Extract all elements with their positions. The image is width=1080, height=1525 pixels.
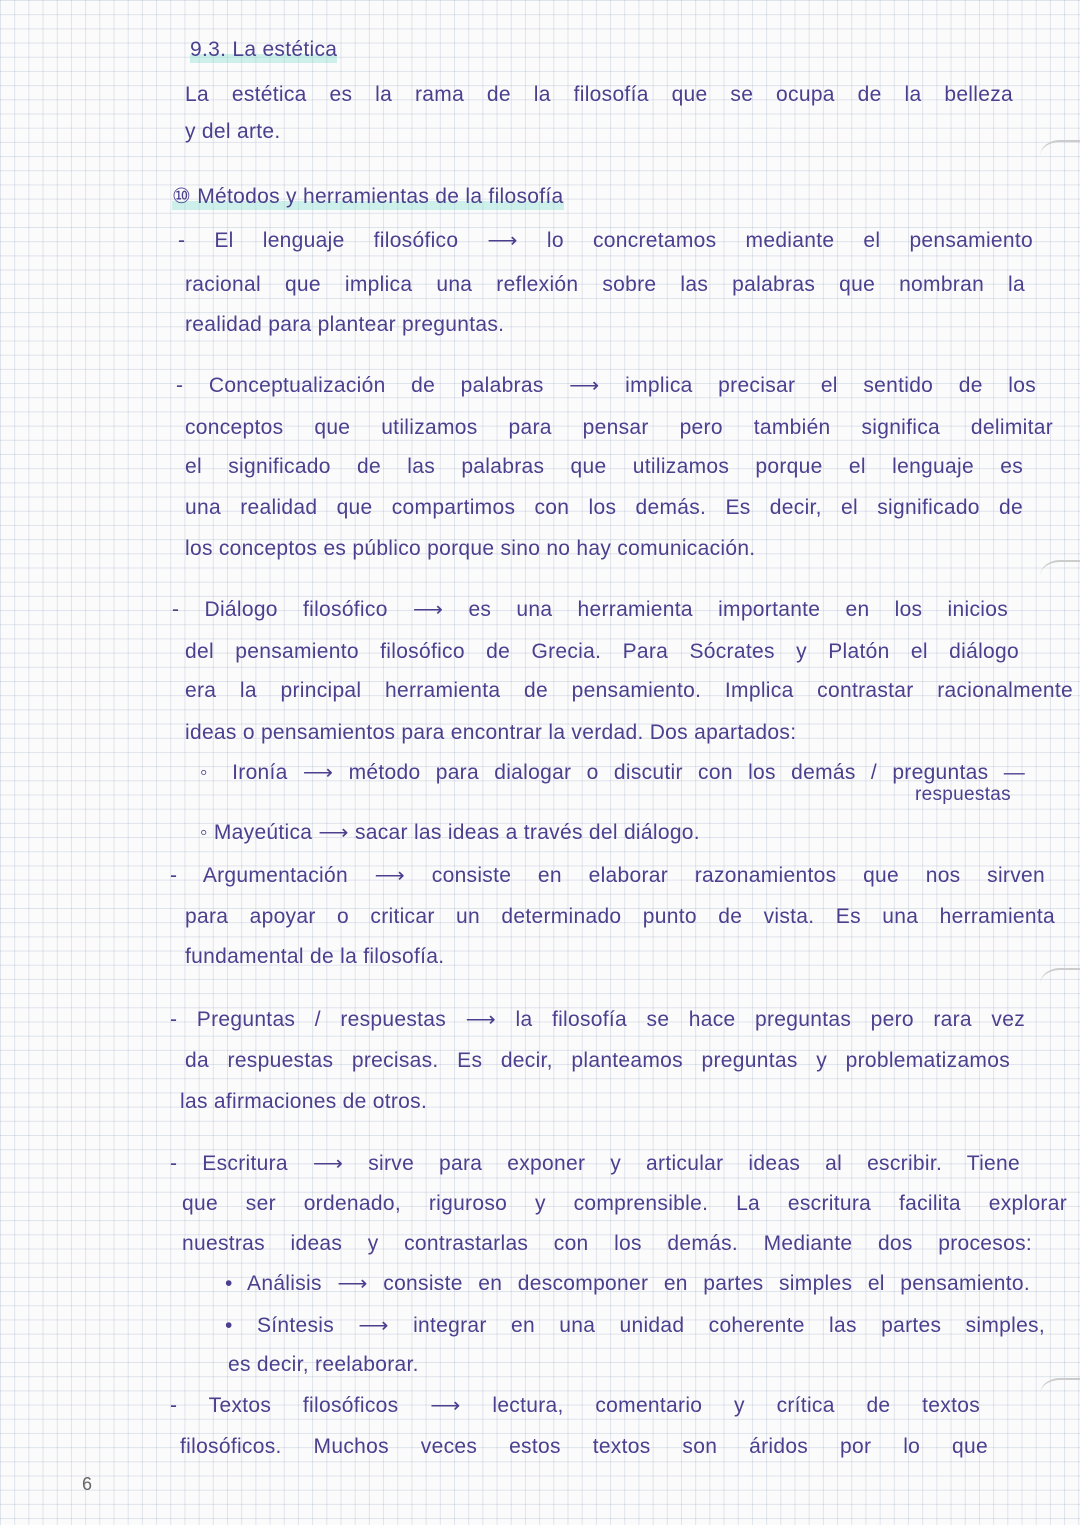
- binder-hole: [1040, 968, 1080, 1000]
- text-line: - Diálogo filosófico ⟶ es una herramienta importante en los inicios: [172, 598, 1008, 621]
- text-line: conceptos que utilizamos para pensar pero también significa delimitar: [185, 416, 1053, 439]
- text-line: filosóficos. Muchos veces estos textos son áridos por lo que: [180, 1435, 988, 1458]
- text-line: racional que implica una reflexión sobre las palabras que nombran la: [185, 273, 1025, 296]
- text-line: - El lenguaje filosófico ⟶ lo concretamos mediante el pensamiento: [178, 229, 1033, 252]
- text-line: y del arte.: [185, 120, 281, 143]
- text-line: La estética es la rama de la filosofía que se ocupa de la belleza: [185, 83, 1013, 106]
- text-line: realidad para plantear preguntas.: [185, 313, 505, 336]
- text-line: da respuestas precisas. Es decir, planteamos preguntas y problematizamos: [185, 1049, 1010, 1072]
- text-line: el significado de las palabras que utilizamos porque el lenguaje es: [185, 455, 1023, 478]
- text-line: nuestras ideas y contrastarlas con los demás. Mediante dos procesos:: [182, 1232, 1032, 1255]
- text-line: para apoyar o criticar un determinado punto de vista. Es una herramienta: [185, 905, 1055, 928]
- text-line: - Conceptualización de palabras ⟶ implica precisar el sentido de los: [176, 374, 1036, 397]
- bullet-item: ◦ Ironía ⟶ método para dialogar o discutir con los demás / preguntas —: [200, 761, 1025, 784]
- binder-hole: [1040, 560, 1080, 592]
- text-line: es decir, reelaborar.: [228, 1353, 419, 1376]
- text-line: - Textos filosóficos ⟶ lectura, comentario y crítica de textos: [170, 1394, 980, 1417]
- text-line: ideas o pensamientos para encontrar la verdad. Dos apartados:: [185, 721, 797, 744]
- text-line: del pensamiento filosófico de Grecia. Para Sócrates y Platón el diálogo: [185, 640, 1019, 663]
- text-line: las afirmaciones de otros.: [180, 1090, 428, 1113]
- bullet-item: • Análisis ⟶ consiste en descomponer en partes simples el pensamiento.: [225, 1272, 1030, 1295]
- section-heading: ⑩ Métodos y herramientas de la filosofía: [172, 185, 564, 208]
- text-line: - Preguntas / respuestas ⟶ la filosofía se hace preguntas pero rara vez: [170, 1008, 1025, 1031]
- text-line: era la principal herramienta de pensamiento. Implica contrastar racionalmente: [185, 679, 1073, 702]
- binder-hole: [1040, 1378, 1080, 1410]
- section-heading: 9.3. La estética: [190, 38, 338, 61]
- text-line: que ser ordenado, riguroso y comprensible. La escritura facilita explorar: [182, 1192, 1067, 1215]
- text-line: - Escritura ⟶ sirve para exponer y articular ideas al escribir. Tiene: [170, 1152, 1020, 1175]
- text-line: - Argumentación ⟶ consiste en elaborar razonamientos que nos sirven: [170, 864, 1045, 887]
- page-number: 6: [82, 1474, 93, 1494]
- text-line: fundamental de la filosofía.: [185, 945, 445, 968]
- binder-hole: [1040, 140, 1080, 172]
- text-line: los conceptos es público porque sino no hay comunicación.: [185, 537, 756, 560]
- text-line: una realidad que compartimos con los demás. Es decir, el significado de: [185, 496, 1023, 519]
- text-line: respuestas: [915, 784, 1011, 805]
- bullet-item: ◦ Mayeútica ⟶ sacar las ideas a través del diálogo.: [200, 821, 700, 844]
- bullet-item: • Síntesis ⟶ integrar en una unidad coherente las partes simples,: [225, 1314, 1045, 1337]
